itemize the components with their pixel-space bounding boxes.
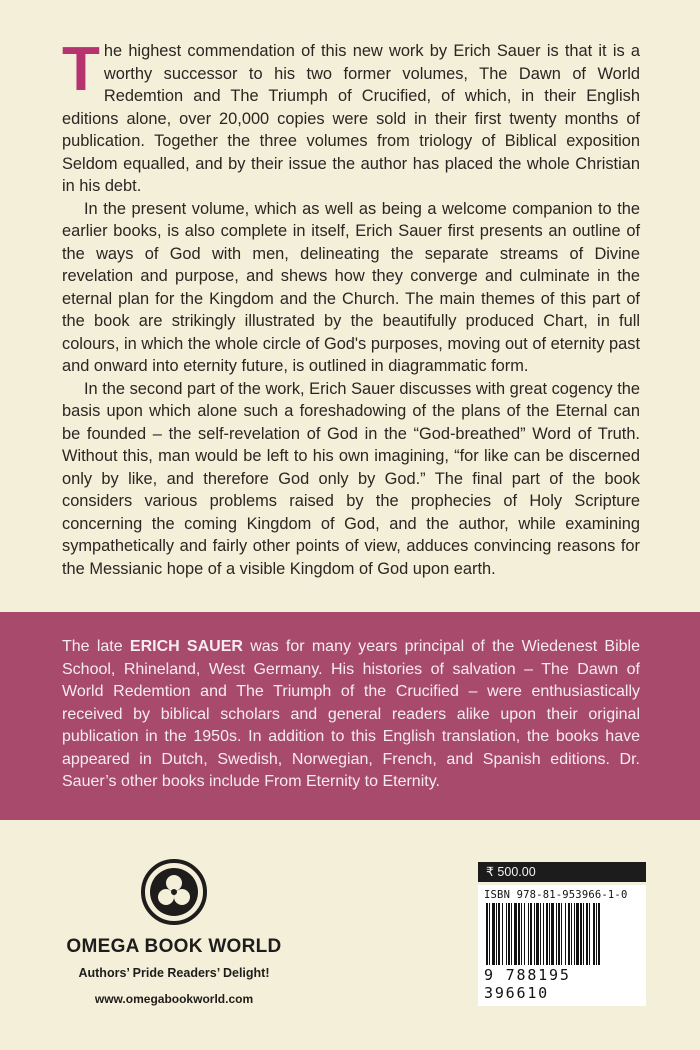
author-name: ERICH SAUER: [129, 638, 243, 655]
author-bio: [62, 636, 640, 794]
barcode-bar: [528, 903, 529, 965]
barcode-bar: [540, 903, 541, 965]
barcode-box: [478, 885, 646, 1006]
author-bio-band: [0, 612, 700, 820]
publisher-tagline: Authors’ Pride Readers’ Delight!: [78, 966, 270, 980]
barcode-bar: [521, 903, 522, 965]
bio-text: was for many years principal of the Wiedenest Bible School, Rhineland, West Germany. His histories of salvation – The Dawn of World Redemtion and The Triumph of the Crucified – were enthusiastically received by biblical scholars and general readers alike upon their original publication in the 1950s. In addition to this English translation, the books have appeared in Dutch, Swedish, Norwegian, French, and Spanish editions. Dr. Sauer’s other books include From Eternity to Eternity.: [62, 638, 641, 790]
barcode-bar: [586, 903, 588, 965]
barcode-bar: [524, 903, 525, 965]
blurb-paragraph-2: In the present volume, which as well as being a welcome companion to the earlier books, is also complete in itself, Erich Sauer first presents an outline of the ways of God with men, delineating the separate streams of Divine revelation and purpose, and shews how they converge and culminate in the eternal plan for the Kingdom and the Church. The main themes of this part of the book are strikingly illustrated by the beautifully produced Chart, in full colours, in which the whole circle of God's purposes, moving out of eternity past and onward into eternity future, is outlined in diagrammatic form.: [62, 199, 640, 375]
isbn-text: ISBN 978-81-953966-1-0: [484, 889, 628, 901]
barcode-bar: [518, 903, 520, 965]
barcode-bars: [484, 903, 640, 965]
barcode-bar: [598, 903, 600, 965]
blurb-paragraph-3: In the second part of the work, Erich Sauer discusses with great cogency the basis upon which alone such a foreshadowing of the plans of the Eternal can be founded – the self-revelation of God in the “God-breathed” Word of Truth. Without this, man would be left to his own imagining, “for like can be discerned only by like, and therefore God only by God.” The final part of the book considers various problems raised by the prophecies of Holy Scripture concerning the coming Kingdom of God, and the author, while examining sympathetically and fairly other points of view, adduces convincing reasons for the Messianic hope of a visible Kingdom of God upon earth.: [62, 379, 640, 578]
barcode-bar: [558, 903, 560, 965]
barcode-bar: [530, 903, 532, 965]
barcode-block: [478, 862, 646, 1006]
publisher-name: OMEGA BOOK WORLD: [66, 936, 282, 957]
barcode-bar: [589, 903, 590, 965]
barcode-bar: [496, 903, 497, 965]
blurb-paragraph-1-text: he highest commendation of this new work by Erich Sauer is that it is a worthy successor to his two former volumes, The Dawn of World Redemtion and The Triumph of Crucified, of which, in their English editions alone, over 20,000 copies were sold in their first twenty months of publication. Together the three volumes from triology of Biblical exposition Seldom equalled, and by their issue the author has placed the whole Christian in his debt.: [62, 42, 640, 195]
barcode-bar: [583, 903, 584, 965]
publisher-website: www.omegabookworld.com: [94, 992, 254, 1006]
barcode-bar: [534, 903, 535, 965]
barcode-bar: [546, 903, 548, 965]
ean-number: 9 788195 396610: [484, 966, 571, 1002]
barcode-bar: [568, 903, 570, 965]
barcode-bar: [508, 903, 510, 965]
price-label: ₹ 500.00: [478, 862, 646, 882]
publisher-block: [64, 858, 284, 1006]
barcode-bar: [551, 903, 554, 965]
barcode-bar: [574, 903, 575, 965]
barcode-bar: [514, 903, 517, 965]
barcode-bar: [486, 903, 488, 965]
barcode-bar: [561, 903, 562, 965]
barcode-bar: [571, 903, 572, 965]
barcode-bar: [502, 903, 503, 965]
barcode-bar: [536, 903, 539, 965]
blurb-paragraph-1: [62, 35, 640, 198]
barcode-bar: [565, 903, 566, 965]
barcode-bar: [506, 903, 507, 965]
barcode-bar: [498, 903, 500, 965]
barcode-bar: [556, 903, 557, 965]
barcode-bar: [489, 903, 490, 965]
omega-logo-icon: [64, 858, 284, 926]
barcode-bar: [593, 903, 595, 965]
barcode-bar: [492, 903, 495, 965]
barcode-bar: [549, 903, 550, 965]
drop-cap: T: [62, 35, 100, 104]
barcode-bar: [576, 903, 579, 965]
barcode-bar: [596, 903, 597, 965]
barcode-bar: [580, 903, 582, 965]
bio-lead: The late: [62, 638, 130, 655]
back-cover-blurb: [62, 35, 640, 580]
barcode-bar: [511, 903, 512, 965]
barcode-bar: [543, 903, 544, 965]
